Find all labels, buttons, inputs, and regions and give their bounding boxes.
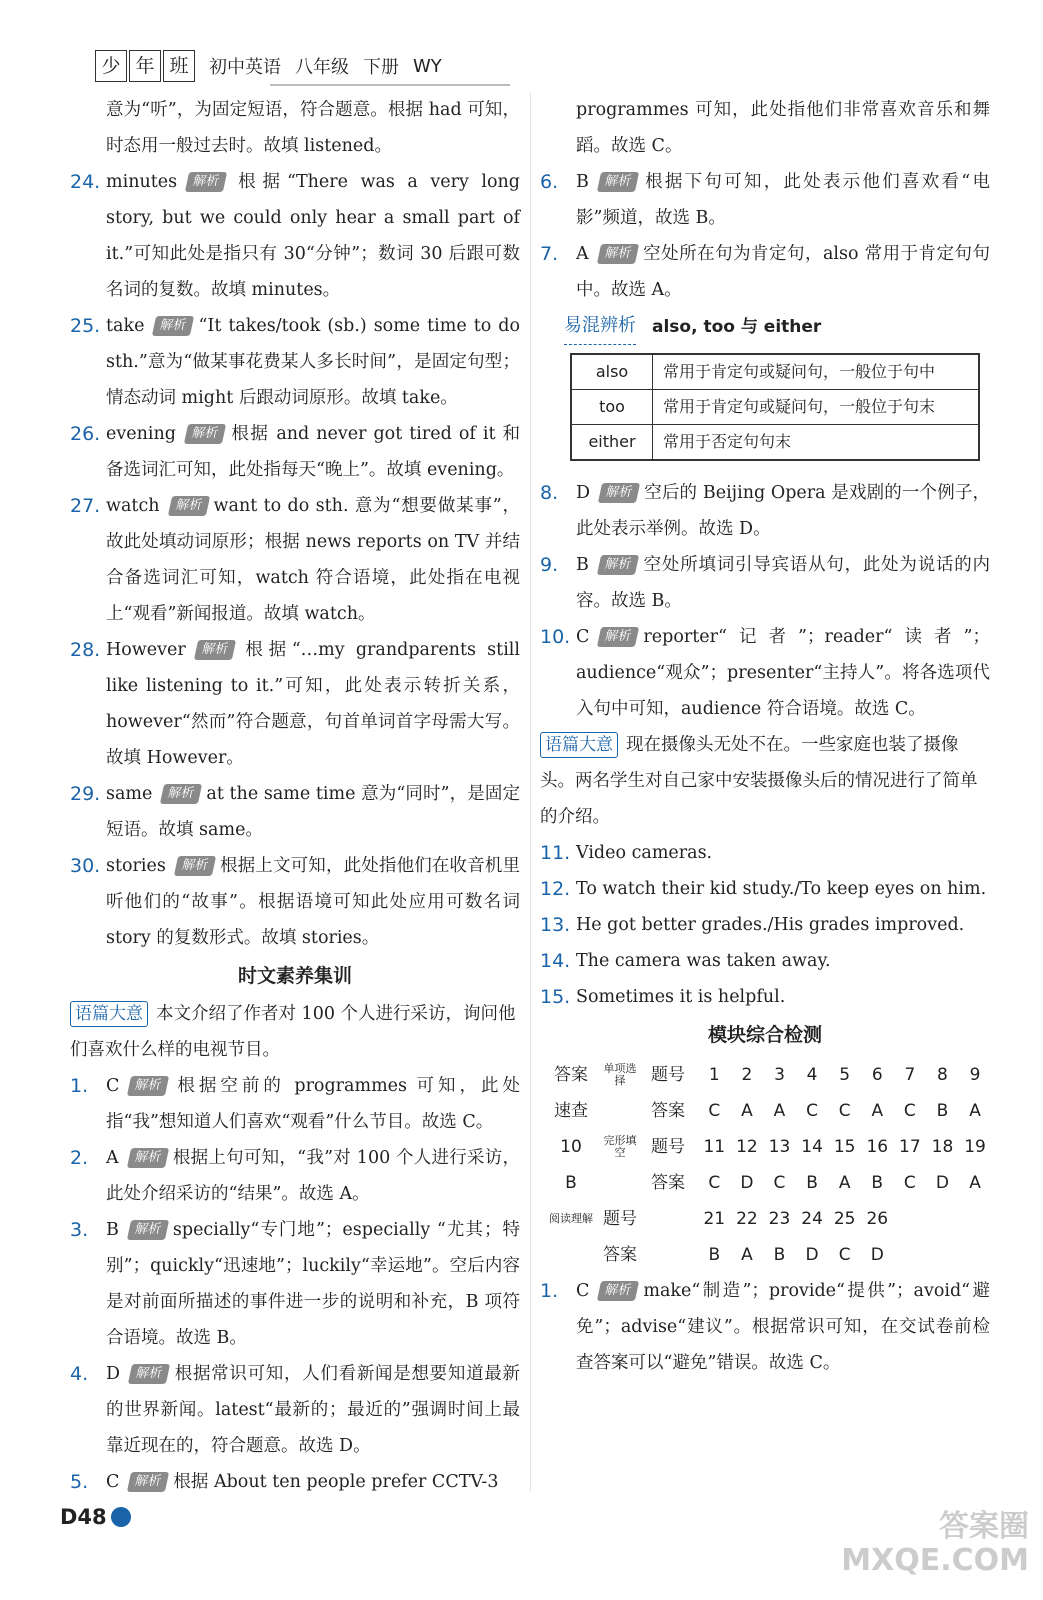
item-answer: However	[106, 640, 186, 660]
answer-item	[70, 416, 520, 488]
key-answer: D	[935, 1173, 949, 1193]
item-body	[576, 475, 990, 547]
item-text: 空处所填词引导宾语从句，此处为说话的内容。故选 B。	[576, 555, 990, 611]
item-number: 24.	[70, 171, 101, 193]
analysis-tag: 解析	[598, 483, 640, 503]
item-body	[576, 547, 990, 619]
item-number: 28.	[70, 639, 101, 661]
item-number: 1.	[540, 1280, 559, 1302]
key-number: 16	[866, 1137, 889, 1157]
section-title: 模块综合检测	[707, 1024, 822, 1046]
item-text: 根据“There was a very long story, but we could only hear a small part of it.”可知此处是指只有 30“分钟”；数词 30 后跟可数名词的复数。故填 minutes。	[106, 172, 520, 300]
watermark-line: 答案圈	[939, 1509, 1029, 1544]
answer-item	[70, 1464, 520, 1500]
answer-item	[70, 776, 520, 848]
group-label-blank	[540, 1237, 602, 1273]
key-number: 9	[969, 1065, 981, 1085]
series-logo	[95, 50, 195, 82]
item-text: Video cameras.	[576, 843, 713, 863]
key-answer: C	[806, 1101, 819, 1121]
item-text: 空处所在句为肯定句，also 常用于肯定句句中。故选 A。	[576, 244, 990, 300]
analysis-tag: 解析	[127, 1472, 169, 1492]
item-body	[106, 416, 520, 488]
key-number: 14	[801, 1137, 823, 1157]
item-answer: C	[106, 1076, 120, 1096]
item-body	[576, 979, 990, 1015]
item-number: 4.	[70, 1363, 89, 1385]
answer-item	[540, 835, 990, 871]
item-answer: D	[106, 1364, 121, 1384]
item-text: To watch their kid study./To keep eyes on him.	[576, 879, 987, 899]
key-answer: A	[741, 1101, 753, 1121]
item-body	[106, 164, 520, 308]
item-answer: B	[106, 1220, 119, 1240]
analysis-tag: 解析	[597, 627, 639, 647]
header-rule	[270, 84, 510, 86]
confuse-title: also, too 与 either	[652, 316, 822, 337]
edition: WY	[413, 55, 442, 77]
item-body	[106, 776, 520, 848]
item-number: 12.	[540, 878, 571, 900]
right-column	[540, 92, 990, 1381]
key-answer: C	[903, 1101, 916, 1121]
key-answer: C	[838, 1101, 851, 1121]
answer-item	[540, 236, 990, 308]
key-number: 21	[703, 1209, 726, 1229]
summary-text: 本文介绍了作者对 100 个人进行采访，询问他们喜欢什么样的电视节目。	[70, 1004, 516, 1060]
item-body	[106, 1212, 520, 1356]
analysis-tag: 解析	[597, 555, 639, 575]
key-number: 24	[801, 1209, 823, 1229]
item-answer: watch	[106, 496, 160, 516]
answer-item	[70, 488, 520, 632]
analysis-tag: 解析	[174, 856, 216, 876]
answer-item	[70, 848, 520, 956]
analysis-tag: 解析	[128, 1364, 170, 1384]
item-answer: D	[576, 483, 591, 503]
continued-text: programmes 可知，此处指他们非常喜欢音乐和舞蹈。故选 C。	[576, 100, 990, 156]
key-answer: A	[969, 1101, 981, 1121]
table-key: also	[571, 354, 653, 390]
item-answer: same	[106, 784, 153, 804]
analysis-tag: 解析	[184, 424, 226, 444]
key-answer: A	[838, 1173, 851, 1193]
item-body	[106, 1140, 520, 1212]
key-number: 2	[741, 1065, 753, 1085]
group-label-blank	[602, 1093, 638, 1129]
item-text: “It takes/took (sb.) some time to do sth.”意为“做某事花费某人多长时间”，是固定句型；情态动词 might 后跟动词原形。故填 take。	[106, 316, 520, 408]
table-value: 常用于肯定句或疑问句，一般位于句末	[653, 390, 980, 425]
analysis-tag: 解析	[127, 1148, 169, 1168]
key-answer: D	[805, 1245, 819, 1265]
key-number: 17	[899, 1137, 921, 1157]
watermark	[841, 1510, 1029, 1578]
item-text: 根据空前的 programmes 可知，此处指“我”想知道人们喜欢“观看”什么节目。故选 C。	[106, 1076, 520, 1132]
item-text: reporter“记者”；reader“读者”；audience“观众”；presenter“主持人”。将各选项代入句中可知，audience 符合语境。故选 C。	[576, 627, 990, 719]
key-answer: C	[773, 1173, 786, 1193]
summary-block	[540, 727, 990, 835]
item-text: 空后的 Beijing Opera 是戏剧的一个例子，此处表示举例。故选 D。	[576, 483, 990, 539]
item-answer: C	[106, 1472, 120, 1492]
answer-item	[70, 1068, 520, 1140]
answer-item	[70, 1140, 520, 1212]
page-number-text: D48	[60, 1505, 107, 1529]
item-text: The camera was taken away.	[576, 951, 831, 971]
column-divider	[530, 92, 531, 1492]
item-number: 8.	[540, 482, 559, 504]
item-body	[576, 619, 990, 727]
group-label: 完形填空	[603, 1134, 637, 1159]
item-number: 11.	[540, 842, 571, 864]
summary-block	[70, 996, 520, 1068]
key-number: 4	[806, 1065, 818, 1085]
key-answer: B	[773, 1245, 786, 1265]
watermark-line: MXQE.COM	[841, 1543, 1029, 1578]
key-answer: D	[740, 1173, 754, 1193]
table-key: either	[571, 425, 653, 461]
key-answer: C	[903, 1173, 916, 1193]
summary-tag: 语篇大意	[540, 732, 618, 758]
group-label: 单项选择	[603, 1062, 637, 1087]
answer-item	[540, 907, 990, 943]
summary-text: 现在摄像头无处不在。一些家庭也装了摄像头。两名学生对自己家中安装摄像头后的情况进行了简单的介绍。	[540, 735, 978, 827]
item-answer: B	[576, 172, 589, 192]
page-number	[60, 1505, 131, 1529]
item-body	[106, 632, 520, 776]
item-number: 3.	[70, 1219, 89, 1241]
key-answer: C	[838, 1245, 851, 1265]
key-answer: A	[969, 1173, 981, 1193]
item-body	[576, 1273, 990, 1381]
key-number: 8	[937, 1065, 948, 1085]
item-body	[106, 1068, 520, 1140]
key-number: 12	[736, 1137, 758, 1157]
analysis-tag: 解析	[127, 1220, 169, 1240]
table-value: 常用于肯定句或疑问句，一般位于句中	[653, 354, 980, 390]
key-header: 题号	[651, 1065, 685, 1085]
analysis-tag: 解析	[597, 1281, 639, 1301]
answer-item	[540, 1273, 990, 1381]
group-label-blank	[602, 1165, 638, 1201]
spacer	[926, 1237, 959, 1273]
key-number: 23	[768, 1209, 791, 1229]
item-body	[106, 308, 520, 416]
confuse-note	[564, 308, 990, 345]
key-number: 25	[833, 1209, 856, 1229]
spacer	[638, 1237, 698, 1273]
analysis-tag: 解析	[160, 784, 202, 804]
item-text: 根据上句可知，“我”对 100 个人进行采访，此处介绍采访的“结果”。故选 A。	[106, 1148, 520, 1204]
item-text: 根据常识可知，人们看新闻是想要知道最新的世界新闻。latest“最新的；最近的”强调时间上最靠近现在的，符合题意。故选 D。	[106, 1364, 520, 1456]
grade: 八年级	[295, 57, 349, 78]
key-answer: B	[871, 1173, 884, 1193]
key-answer: B	[565, 1173, 577, 1193]
key-label: 答案	[554, 1065, 588, 1085]
answer-item	[540, 164, 990, 236]
analysis-tag: 解析	[597, 172, 639, 192]
key-number: 7	[904, 1065, 916, 1085]
key-number: 6	[871, 1065, 883, 1085]
key-number: 1	[708, 1065, 720, 1085]
item-text: Sometimes it is helpful.	[576, 987, 786, 1007]
key-header: 答案	[603, 1245, 637, 1265]
logo-char: 年	[129, 50, 161, 82]
key-number: 15	[833, 1137, 856, 1157]
key-header: 题号	[651, 1137, 685, 1157]
page-header	[95, 48, 442, 84]
key-number: 22	[736, 1209, 758, 1229]
key-number: 11	[703, 1137, 726, 1157]
answer-item	[70, 632, 520, 776]
item-number: 10.	[540, 626, 571, 648]
item-text: at the same time 意为“同时”，是固定短语。故填 same。	[106, 784, 520, 840]
table-row	[571, 354, 979, 390]
answer-item	[540, 979, 990, 1015]
answer-item	[70, 308, 520, 416]
item-answer: evening	[106, 424, 176, 444]
item-number: 14.	[540, 950, 571, 972]
answer-item	[540, 475, 990, 547]
key-header: 答案	[651, 1101, 685, 1121]
key-header: 答案	[651, 1173, 685, 1193]
item-body	[576, 236, 990, 308]
key-answer: B	[708, 1245, 721, 1265]
item-number: 26.	[70, 423, 101, 445]
item-number: 27.	[70, 495, 101, 517]
item-body	[106, 1356, 520, 1464]
logo-char: 少	[95, 50, 127, 82]
item-text: want to do sth. 意为“想要做某事”，故此处填动词原形；根据 news reports on TV 并结合备选词汇可知，watch 符合语境，此处指在电视上“观看”新闻报道。故填 watch。	[106, 496, 520, 624]
item-body	[576, 943, 990, 979]
table-row	[571, 390, 979, 425]
spacer	[959, 1237, 992, 1273]
key-answer: B	[806, 1173, 818, 1193]
table-row	[571, 425, 979, 461]
volume: 下册	[363, 57, 399, 78]
section-title: 时文素养集训	[237, 965, 352, 987]
logo-char: 班	[163, 50, 195, 82]
item-number: 30.	[70, 855, 101, 877]
answer-item	[540, 547, 990, 619]
analysis-tag: 解析	[167, 496, 209, 516]
item-number: 5.	[70, 1471, 89, 1493]
key-answer: A	[773, 1101, 786, 1121]
key-header: 题号	[603, 1209, 637, 1229]
item-number: 29.	[70, 783, 101, 805]
item-answer: A	[576, 244, 589, 264]
spacer	[959, 1201, 992, 1237]
key-answer: A	[741, 1245, 753, 1265]
item-text: 根据 and never got tired of it 和备选词汇可知，此处指每天“晚上”。故填 evening。	[106, 424, 520, 480]
key-number: 26	[866, 1209, 889, 1229]
item-body	[576, 871, 990, 907]
key-number: 18	[931, 1137, 954, 1157]
item-text: 根据下句可知，此处表示他们喜欢看“电影”频道，故选 B。	[576, 172, 990, 228]
key-answer: D	[870, 1245, 884, 1265]
item-number: 6.	[540, 171, 559, 193]
key-number: 5	[839, 1065, 851, 1085]
analysis-tag: 解析	[152, 316, 194, 336]
item-number: 25.	[70, 315, 101, 337]
item-number: 9.	[540, 554, 559, 576]
analysis-tag: 解析	[185, 172, 227, 192]
item-body	[106, 848, 520, 956]
confuse-tag: 易混辨析	[564, 308, 636, 345]
item-text: specially“专门地”；especially “尤其；特别”；quickly“迅速地”；luckily“幸运地”。空后内容是对前面所描述的事件进一步的说明和补充，B 项符合语境。故选 B。	[106, 1220, 520, 1348]
item-body	[106, 488, 520, 632]
key-answer: C	[708, 1173, 721, 1193]
page-dot-icon	[111, 1507, 131, 1527]
item-answer: B	[576, 555, 589, 575]
spacer	[894, 1237, 927, 1273]
answer-item	[70, 164, 520, 308]
key-answer: B	[936, 1101, 949, 1121]
item-text: 根据“…my grandparents still like listening to it.”可知，此处表示转折关系，however“然而”符合题意，句首单词首字母需大写。故填 However。	[106, 640, 520, 768]
answer-key-grid	[540, 1057, 990, 1273]
analysis-tag: 解析	[194, 640, 236, 660]
subject: 初中英语	[209, 57, 281, 78]
left-column	[70, 92, 520, 1500]
analysis-tag: 解析	[597, 244, 639, 264]
continued-text: 意为“听”，为固定短语，符合题意。根据 had 可知，时态用一般过去时。故填 listened。	[106, 100, 520, 156]
item-text: 根据 About ten people prefer CCTV-3	[173, 1472, 499, 1492]
item-answer: minutes	[106, 172, 178, 192]
spacer	[926, 1201, 959, 1237]
item-body	[106, 1464, 520, 1500]
spacer	[638, 1201, 698, 1237]
item-number: 1.	[70, 1075, 89, 1097]
spacer	[894, 1201, 927, 1237]
item-number: 2.	[70, 1147, 89, 1169]
item-answer: C	[576, 1281, 590, 1301]
group-label: 阅读理解	[549, 1212, 593, 1225]
key-number: 13	[768, 1137, 791, 1157]
item-answer: take	[106, 316, 145, 336]
analysis-tag: 解析	[127, 1076, 169, 1096]
key-number: 3	[774, 1065, 785, 1085]
item-answer: stories	[106, 856, 166, 876]
answer-item	[70, 1356, 520, 1464]
key-answer: A	[871, 1101, 884, 1121]
answer-item	[70, 1212, 520, 1356]
item-answer: C	[576, 627, 590, 647]
table-key: too	[571, 390, 653, 425]
answer-item	[540, 619, 990, 727]
item-body	[576, 907, 990, 943]
item-text: He got better grades./His grades improved.	[576, 915, 965, 935]
item-body	[576, 835, 990, 871]
answer-item	[540, 943, 990, 979]
key-label: 速查	[554, 1101, 588, 1121]
table-value: 常用于否定句句末	[653, 425, 980, 461]
summary-tag: 语篇大意	[70, 1001, 148, 1027]
item-number: 7.	[540, 243, 559, 265]
item-text: make“制造”；provide“提供”；avoid“避免”；advise“建议”。根据常识可知，在交试卷前检查答案可以“避免”错误。故选 C。	[576, 1281, 990, 1373]
item-number: 15.	[540, 986, 571, 1008]
comparison-table	[570, 353, 980, 461]
key-answer: C	[708, 1101, 721, 1121]
item-answer: A	[106, 1148, 119, 1168]
key-number: 10	[560, 1137, 582, 1157]
item-number: 13.	[540, 914, 571, 936]
item-body	[576, 164, 990, 236]
key-number: 19	[964, 1137, 986, 1157]
answer-item	[540, 871, 990, 907]
item-text: 根据上文可知，此处指他们在收音机里听他们的“故事”。根据语境可知此处应用可数名词 story 的复数形式。故填 stories。	[106, 856, 520, 948]
